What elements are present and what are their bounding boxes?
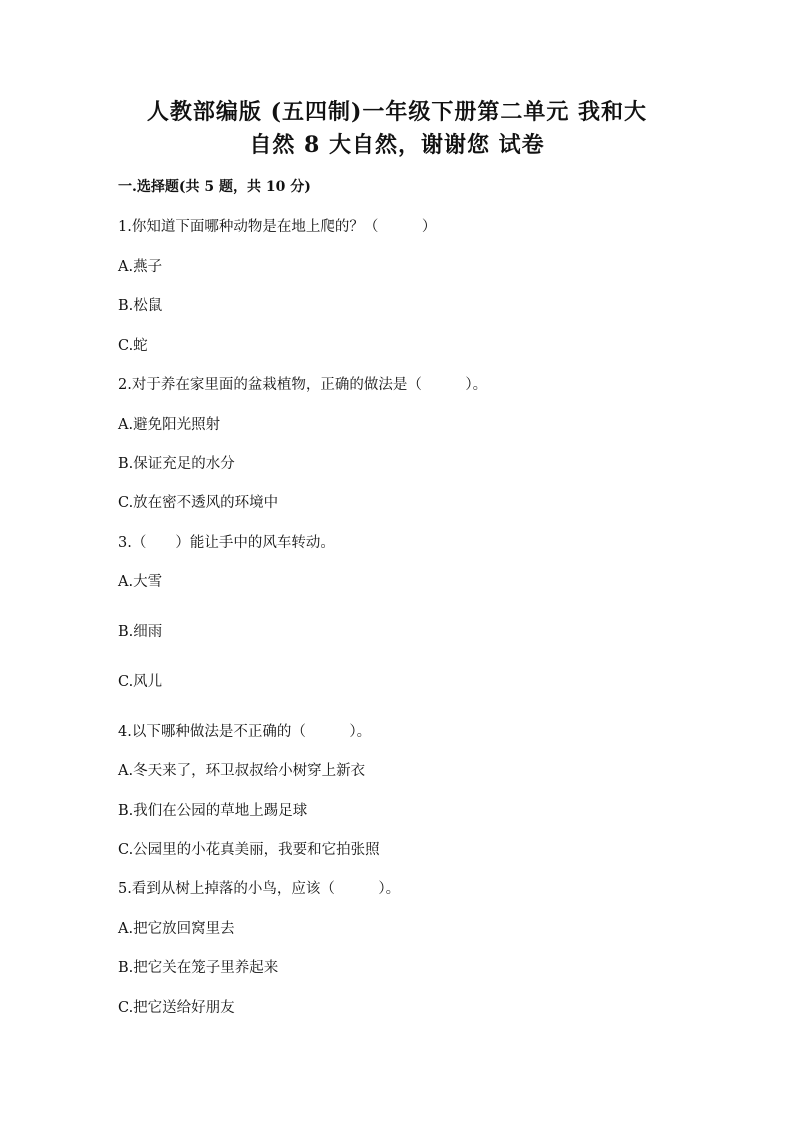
- question-5-option-c: C.把它送给好朋友: [118, 1000, 235, 1016]
- question-3-option-c: C.风儿: [118, 674, 163, 690]
- question-3-option-a: A.大雪: [118, 574, 163, 590]
- question-4-option-a: A.冬天来了，环卫叔叔给小树穿上新衣: [118, 763, 366, 779]
- question-4-stem: 4.以下哪种做法是不正确的（ ）。: [118, 724, 372, 740]
- question-3-stem: 3.（ ）能让手中的风车转动。: [118, 535, 335, 551]
- question-1-option-c: C.蛇: [118, 338, 148, 354]
- question-3-option-b: B.细雨: [118, 624, 163, 640]
- question-5-option-a: A.把它放回窝里去: [118, 921, 235, 937]
- question-5-stem: 5.看到从树上掉落的小鸟，应该（ ）。: [118, 881, 401, 897]
- question-5-option-b: B.把它关在笼子里养起来: [118, 960, 279, 976]
- question-1-option-b: B.松鼠: [118, 298, 163, 314]
- question-4-option-c: C.公园里的小花真美丽，我要和它拍张照: [118, 842, 380, 858]
- question-2-option-c: C.放在密不透风的环境中: [118, 495, 279, 511]
- question-2-option-a: A.避免阳光照射: [118, 417, 221, 433]
- question-4-option-b: B.我们在公园的草地上踢足球: [118, 803, 308, 819]
- question-2-stem: 2.对于养在家里面的盆栽植物，正确的做法是（ ）。: [118, 377, 488, 393]
- exam-title-line-2: 自然 8 大自然，谢谢您 试卷: [249, 132, 545, 158]
- question-2-option-b: B.保证充足的水分: [118, 456, 235, 472]
- exam-title-line-1: 人教部编版 (五四制)一年级下册第二单元 我和大: [146, 99, 648, 125]
- question-1-stem: 1.你知道下面哪种动物是在地上爬的？（ ）: [118, 219, 437, 235]
- question-1-option-a: A.燕子: [118, 259, 163, 275]
- section-heading: 一.选择题(共 5 题，共 10 分): [118, 179, 311, 195]
